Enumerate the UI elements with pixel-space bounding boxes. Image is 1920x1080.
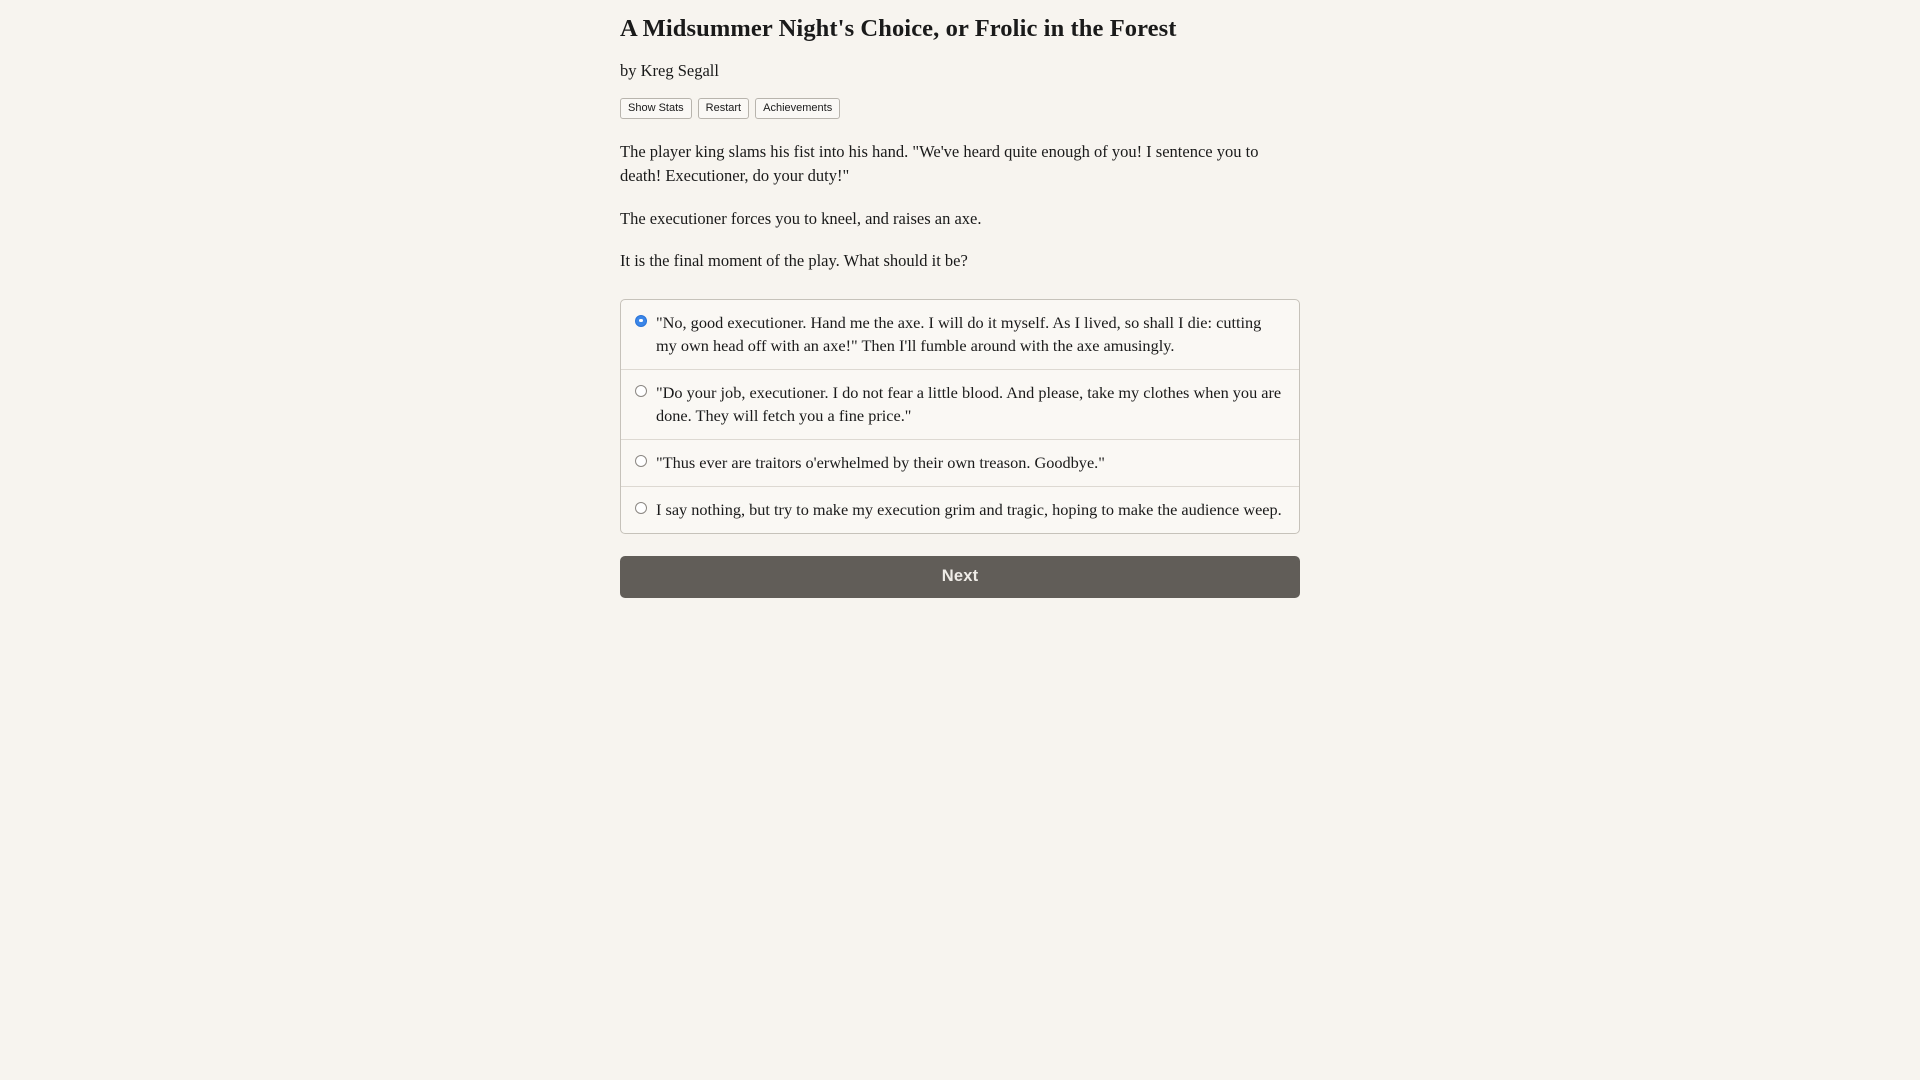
author-byline: by Kreg Segall <box>620 60 719 80</box>
restart-button[interactable]: Restart <box>698 98 749 119</box>
choice-option-4[interactable] <box>621 487 1299 533</box>
story-paragraph-2: The executioner forces you to kneel, and raises an axe. <box>620 208 982 228</box>
choice-label: "Do your job, executioner. I do not fear a little blood. And please, take my clothes when you are done. They will fetch you a fine price." <box>656 382 1282 425</box>
choice-list <box>620 299 1300 535</box>
choice-label: "No, good executioner. Hand me the axe. I will do it myself. As I lived, so shall I die: cutting my own head off with an axe!" Then I'll fumble around with the axe amusingly. <box>656 312 1262 355</box>
choice-label: "Thus ever are traitors o'erwhelmed by their own treason. Goodbye." <box>656 453 1105 473</box>
choice-option-3[interactable] <box>621 440 1299 487</box>
choice-label: I say nothing, but try to make my execution grim and tragic, hoping to make the audience weep. <box>656 500 1282 520</box>
page-title: A Midsummer Night's Choice, or Frolic in the Forest <box>620 15 1177 42</box>
story-paragraph-1: The player king slams his fist into his hand. "We've heard quite enough of you! I sentence you to death! Executioner, do your duty!" <box>620 141 1259 186</box>
radio-icon[interactable] <box>635 315 647 327</box>
radio-icon[interactable] <box>635 502 647 514</box>
game-toolbar <box>620 98 1300 119</box>
radio-icon[interactable] <box>635 385 647 397</box>
story-prompt: It is the final moment of the play. What should it be? <box>620 251 968 271</box>
game-container <box>620 0 1300 598</box>
choice-option-2[interactable] <box>621 370 1299 440</box>
show-stats-button[interactable]: Show Stats <box>620 98 692 119</box>
next-button[interactable]: Next <box>620 556 1300 598</box>
achievements-button[interactable]: Achievements <box>755 98 840 119</box>
radio-icon[interactable] <box>635 455 647 467</box>
choice-option-1[interactable] <box>621 300 1299 370</box>
